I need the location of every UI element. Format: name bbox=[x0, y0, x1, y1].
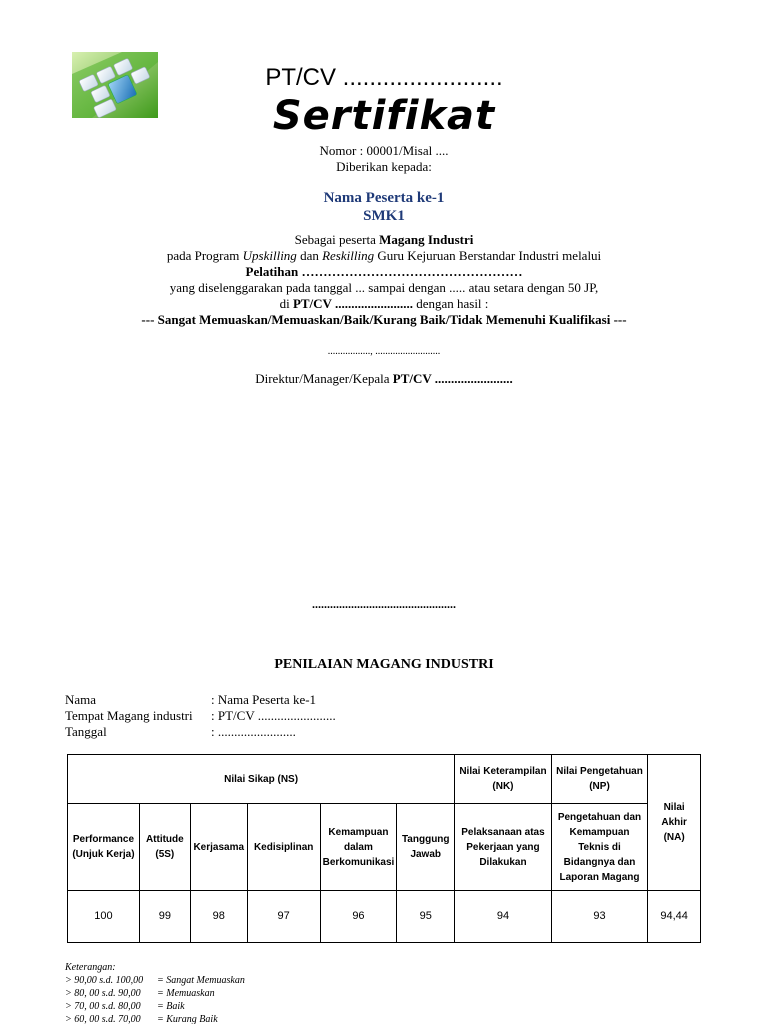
list-item: > 90,00 s.d. 100,00 = Sangat Memuaskan bbox=[65, 975, 245, 986]
value-pengetahuan: 93 bbox=[551, 891, 648, 943]
certificate-number: Nomor : 00001/Misal .... bbox=[319, 143, 449, 158]
recipient-school: SMK1 bbox=[363, 208, 405, 224]
given-to-label: Diberikan kepada: bbox=[336, 159, 432, 174]
header-kerjasama: Kerjasama bbox=[190, 804, 247, 891]
header-nilai-pengetahuan: Nilai Pengetahuan (NP) bbox=[551, 755, 648, 804]
value-komunikasi: 96 bbox=[320, 891, 397, 943]
table-header-group-row bbox=[68, 755, 701, 804]
notes bbox=[65, 961, 245, 1024]
schedule-line: yang diselenggarakan pada tanggal ... sampai dengan ..... atau setara dengan 50 JP, bbox=[169, 280, 599, 295]
program-line: pada Program Upskilling dan Reskilling Guru Kejuruan Berstandar Industri melalui bbox=[166, 248, 602, 263]
signer-title: Direktur/Manager/Kepala PT/CV ........................ bbox=[255, 371, 513, 386]
info-name-value: : Nama Peserta ke-1 bbox=[211, 692, 317, 707]
header-pengetahuan: Pengetahuan dan Kemampuan Teknis di Bidangnya dan Laporan Magang bbox=[551, 804, 648, 891]
value-performance: 100 bbox=[68, 891, 140, 943]
info-date-label: Tanggal bbox=[65, 724, 107, 739]
assessment-title: PENILAIAN MAGANG INDUSTRI bbox=[274, 657, 494, 672]
header-performance: Performance (Unjuk Kerja) bbox=[68, 804, 140, 891]
info-place-label: Tempat Magang industri bbox=[65, 708, 193, 723]
header-komunikasi: Kemampuan dalam Berkomunikasi bbox=[320, 804, 397, 891]
info-date-row bbox=[65, 724, 296, 740]
header-nilai-keterampilan: Nilai Keterampilan (NK) bbox=[455, 755, 552, 804]
value-tanggung-jawab: 95 bbox=[397, 891, 455, 943]
info-place-row bbox=[65, 708, 336, 724]
value-kerjasama: 98 bbox=[190, 891, 247, 943]
info-name-row bbox=[65, 692, 316, 708]
table-row bbox=[68, 891, 701, 943]
value-pelaksanaan: 94 bbox=[455, 891, 552, 943]
header-nilai-akhir: Nilai Akhir (NA) bbox=[648, 755, 701, 891]
value-attitude: 99 bbox=[139, 891, 190, 943]
training-line: Pelatihan …………………………………………… bbox=[245, 264, 523, 279]
table-header-column-row bbox=[68, 804, 701, 891]
header-pelaksanaan: Pelaksanaan atas Pekerjaan yang Dilakukan bbox=[455, 804, 552, 891]
info-place-value: : PT/CV ........................ bbox=[211, 708, 336, 723]
participation-line: Sebagai peserta Magang Industri bbox=[294, 232, 474, 247]
recipient-name: Nama Peserta ke-1 bbox=[323, 190, 445, 206]
list-item: > 60, 00 s.d. 70,00 = Kurang Baik bbox=[65, 1014, 218, 1024]
list-item: > 70, 00 s.d. 80,00 = Baik bbox=[65, 1001, 185, 1012]
place-date: ................., .......................... bbox=[327, 346, 441, 357]
notes-title: Keterangan: bbox=[65, 962, 116, 973]
company-heading: PT/CV ........................ bbox=[265, 64, 503, 91]
location-line: di PT/CV ........................ dengan hasil : bbox=[279, 296, 489, 311]
header-nilai-sikap: Nilai Sikap (NS) bbox=[68, 755, 455, 804]
header-kedisiplinan: Kedisiplinan bbox=[247, 804, 320, 891]
value-nilai-akhir: 94,44 bbox=[648, 891, 701, 943]
certificate-title: Sertifikat bbox=[272, 93, 496, 139]
info-name-label: Nama bbox=[65, 692, 97, 707]
header-tanggung-jawab: Tanggung Jawab bbox=[397, 804, 455, 891]
list-item: > 80, 00 s.d. 90,00 = Memuaskan bbox=[65, 988, 215, 999]
result-options: --- Sangat Memuaskan/Memuaskan/Baik/Kurang Baik/Tidak Memenuhi Kualifikasi --- bbox=[141, 312, 627, 327]
value-kedisiplinan: 97 bbox=[247, 891, 320, 943]
info-date-value: : ........................ bbox=[211, 724, 296, 739]
signature-line: ................................................ bbox=[312, 597, 456, 611]
header-attitude: Attitude (5S) bbox=[139, 804, 190, 891]
assessment-table bbox=[67, 754, 701, 943]
